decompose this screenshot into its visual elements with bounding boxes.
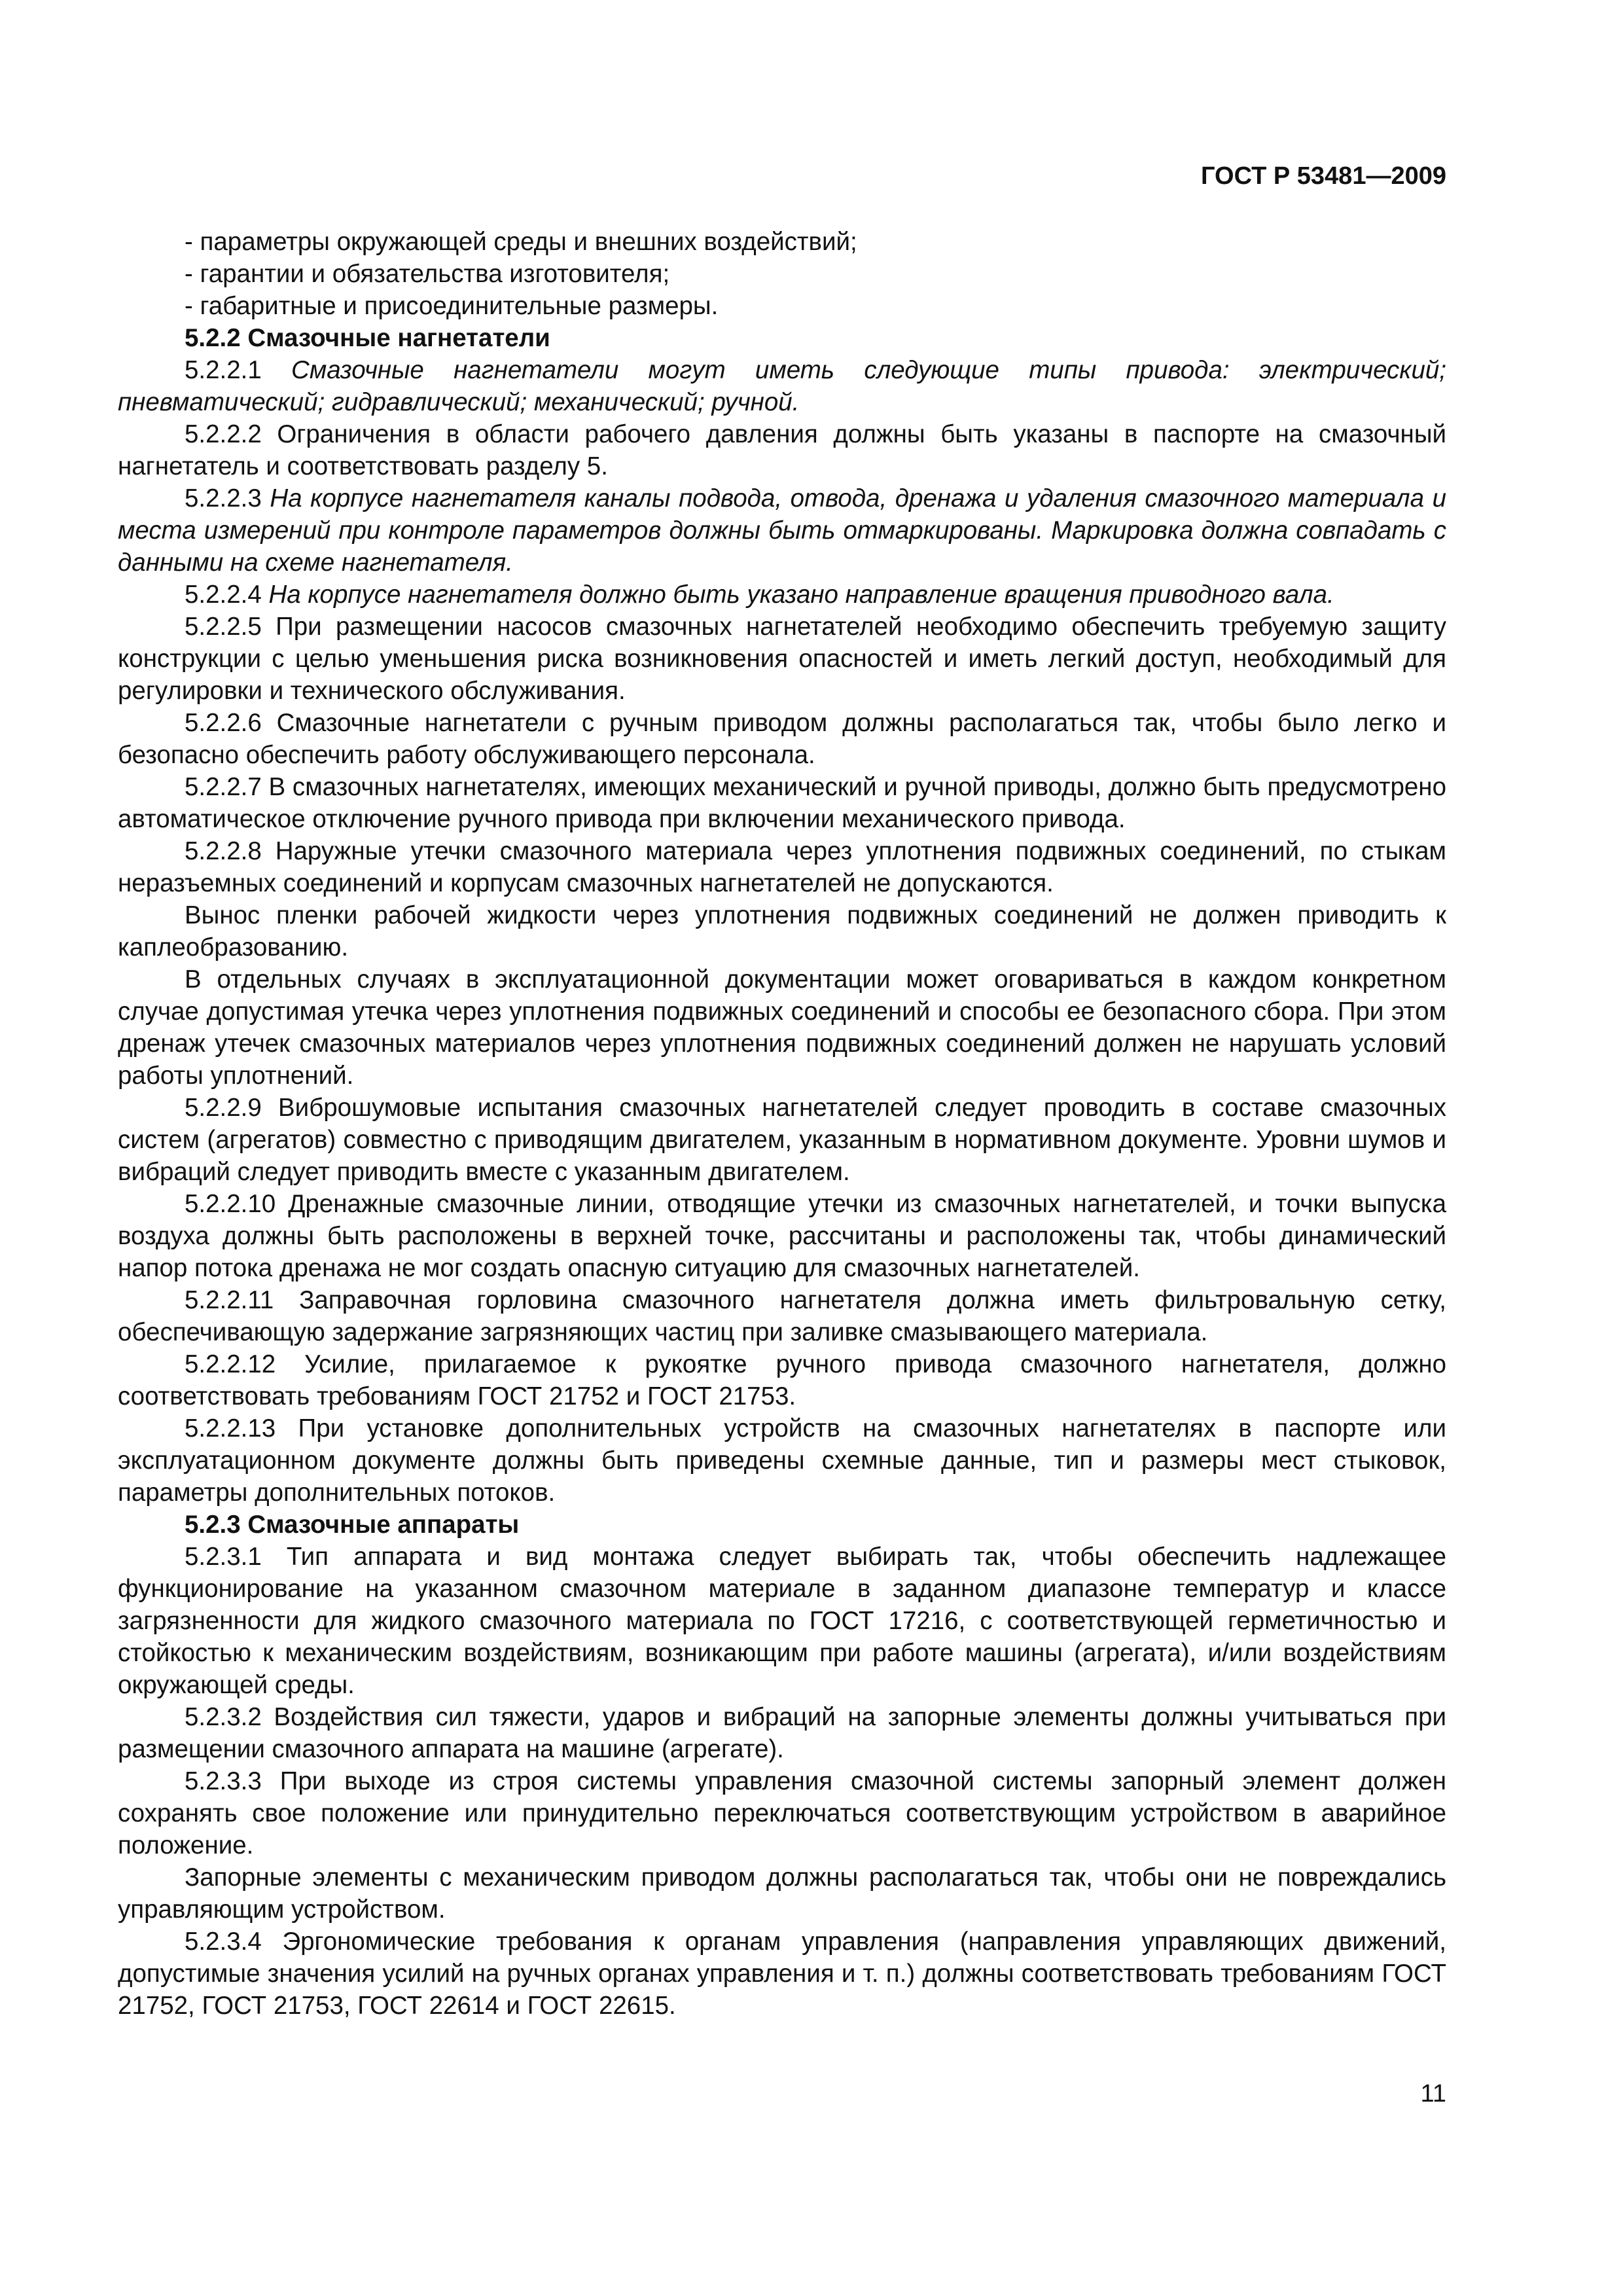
clause-5-2-2-10: 5.2.2.10 Дренажные смазочные линии, отводящие утечки из смазочных нагнетателей, и точки выпуска воздуха должны быть расположены в верхней точке, рассчитаны и расположены так, чтобы динамический напор потока дренажа не мог создать опасную ситуацию для смазочных нагнетателей. <box>118 1190 1446 1282</box>
document-body <box>118 226 1446 2022</box>
clause-number: 5.2.2.1 <box>185 356 262 384</box>
clause-5-2-2-13: 5.2.2.13 При установке дополнительных устройств на смазочных нагнетателях в паспорте или эксплуатационном документе должны быть приведены схемные данные, тип и размеры мест стыковок, параметры дополнительных потоков. <box>118 1414 1446 1507</box>
section-heading-5-2-2: 5.2.2 Смазочные нагнетатели <box>185 324 550 352</box>
clause-5-2-2-4 <box>118 579 1446 611</box>
clause-5-2-2-2: 5.2.2.2 Ограничения в области рабочего давления должны быть указаны в паспорте на смазочный нагнетатель и соответствовать разделу 5. <box>118 420 1446 480</box>
clause-5-2-2-9: 5.2.2.9 Виброшумовые испытания смазочных нагнетателей следует проводить в составе смазочных систем (агрегатов) совместно с приводящим двигателем, указанным в нормативном документе. Уровни шумов и вибраций следует приводить вместе с указанным двигателем. <box>118 1094 1446 1186</box>
clause-5-2-2-8-paragraph-3: В отдельных случаях в эксплуатационной документации может оговариваться в каждом конкретном случае допустимая утечка через уплотнения подвижных соединений и способы ее безопасного сбора. При этом дренаж утечек смазочных материалов через уплотнения подвижных соединений должен не нарушать условий работы уплотнений. <box>118 965 1446 1090</box>
clause-5-2-2-1 <box>118 354 1446 418</box>
clause-text: Смазочные нагнетатели могут иметь следующие типы привода: электрический; пневматический; гидравлический; механический; ручной. <box>118 356 1446 416</box>
clause-5-2-2-8: 5.2.2.8 Наружные утечки смазочного материала через уплотнения подвижных соединений, по стыкам неразъемных соединений и корпусам смазочных нагнетателей не допускаются. <box>118 837 1446 897</box>
clause-5-2-3-3-paragraph-2: Запорные элементы с механическим приводом должны располагаться так, чтобы они не повреждались управляющим устройством. <box>118 1863 1446 1924</box>
clause-text: На корпусе нагнетателя каналы подвода, отвода, дренажа и удаления смазочного материала и места измерений при контроле параметров должны быть отмаркированы. Маркировка должна совпадать с данными на схеме нагнетателя. <box>118 484 1446 577</box>
page-number: 11 <box>1420 2080 1446 2108</box>
list-item: - гарантии и обязательства изготовителя; <box>185 260 670 288</box>
clause-5-2-2-7: 5.2.2.7 В смазочных нагнетателях, имеющих механический и ручной приводы, должно быть предусмотрено автоматическое отключение ручного привода при включении механического привода. <box>118 773 1446 833</box>
clause-text: На корпусе нагнетателя должно быть указано направление вращения приводного вала. <box>268 581 1334 609</box>
clause-5-2-2-5: 5.2.2.5 При размещении насосов смазочных нагнетателей необходимо обеспечить требуемую защиту конструкции с целью уменьшения риска возникновения опасностей и иметь легкий доступ, необходимый для регулировки и технического обслуживания. <box>118 613 1446 705</box>
clause-5-2-2-11: 5.2.2.11 Заправочная горловина смазочного нагнетателя должна иметь фильтровальную сетку, обеспечивающую задержание загрязняющих частиц при заливке смазывающего материала. <box>118 1286 1446 1346</box>
clause-5-2-2-3 <box>118 482 1446 579</box>
clause-5-2-2-8-paragraph-2: Вынос пленки рабочей жидкости через уплотнения подвижных соединений не должен приводить к каплеобразованию. <box>118 901 1446 961</box>
clause-5-2-3-4: 5.2.3.4 Эргономические требования к органам управления (направления управляющих движений, допустимые значения усилий на ручных органах управления и т. п.) должны соответствовать требованиям ГОСТ 21752, ГОСТ 21753, ГОСТ 22614 и ГОСТ 22615. <box>118 1928 1446 2020</box>
clause-5-2-2-12: 5.2.2.12 Усилие, прилагаемое к рукоятке ручного привода смазочного нагнетателя, должно соответствовать требованиям ГОСТ 21752 и ГОСТ 21753. <box>118 1350 1446 1410</box>
clause-5-2-3-2: 5.2.3.2 Воздействия сил тяжести, ударов и вибраций на запорные элементы должны учитываться при размещении смазочного аппарата на машине (агрегате). <box>118 1703 1446 1763</box>
section-heading-5-2-3: 5.2.3 Смазочные аппараты <box>185 1511 520 1539</box>
clause-5-2-3-3: 5.2.3.3 При выходе из строя системы управления смазочной системы запорный элемент должен сохранять свое положение или принудительно переключаться соответствующим устройством в аварийное положение. <box>118 1767 1446 1859</box>
clause-number: 5.2.2.3 <box>185 484 262 512</box>
list-item: - параметры окружающей среды и внешних воздействий; <box>185 228 857 256</box>
clause-number: 5.2.2.4 <box>185 581 262 609</box>
clause-5-2-3-1: 5.2.3.1 Тип аппарата и вид монтажа следует выбирать так, чтобы обеспечить надлежащее функционирование на указанном смазочном материале в заданном диапазоне температур и классе загрязненности для жидкого смазочного материала по ГОСТ 17216, с соответствующей герметичностью и стойкостью к механическим воздействиям, возникающим при работе машины (агрегата), и/или воздействиям окружающей среды. <box>118 1543 1446 1699</box>
list-item: - габаритные и присоединительные размеры. <box>185 292 719 320</box>
clause-5-2-2-6: 5.2.2.6 Смазочные нагнетатели с ручным приводом должны располагаться так, чтобы было легко и безопасно обеспечить работу обслуживающего персонала. <box>118 709 1446 769</box>
document-code: ГОСТ Р 53481—2009 <box>1201 162 1446 190</box>
